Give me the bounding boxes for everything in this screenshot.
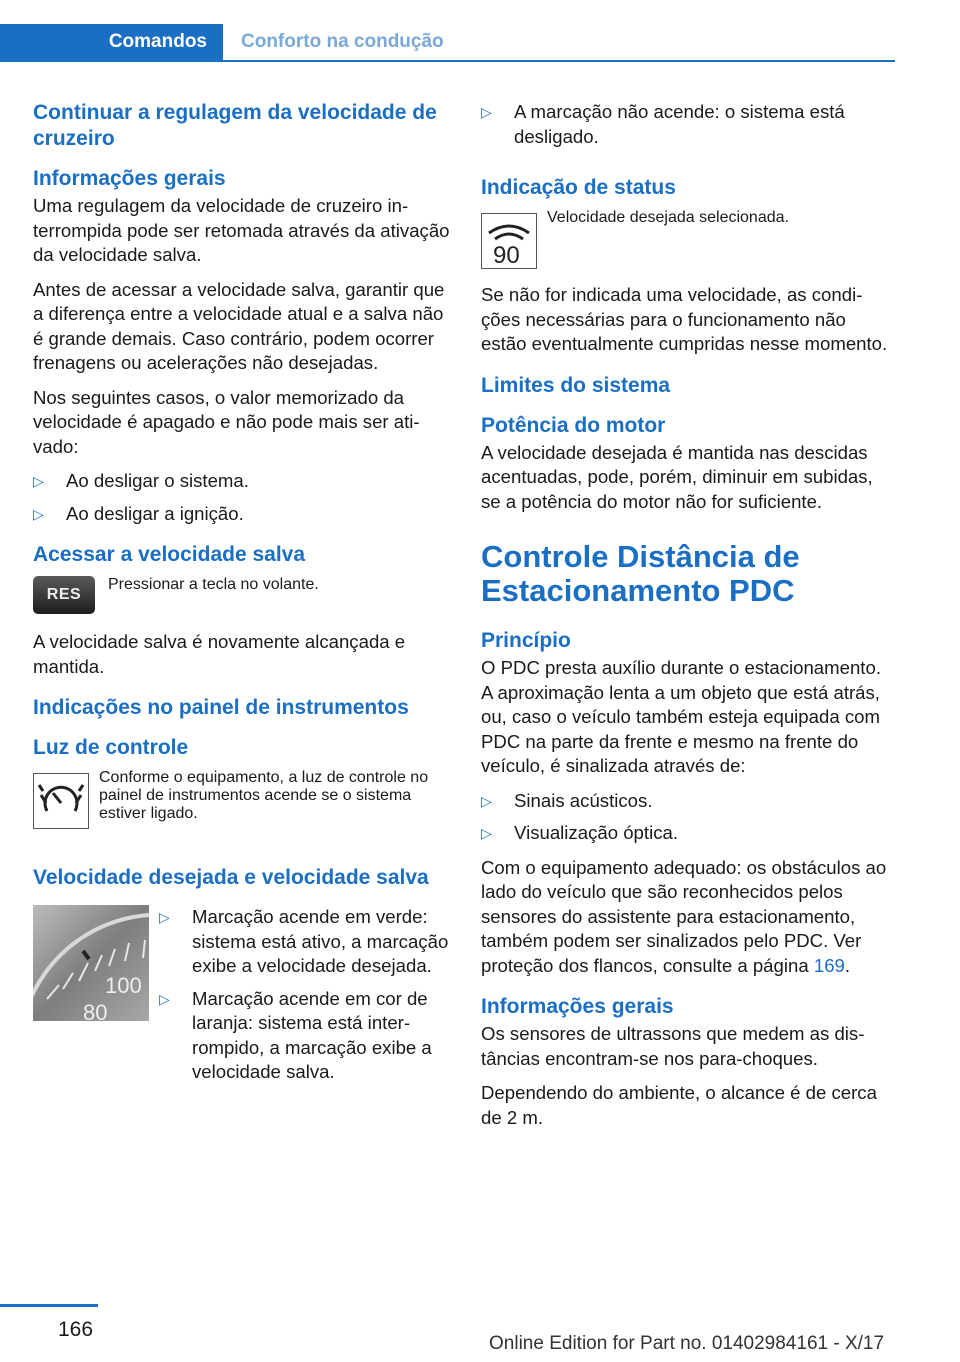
list-item: ▷ Visualização óptica. — [481, 821, 893, 846]
edition-text: Online Edition for Part no. 01402984161 - X/17 — [489, 1333, 885, 1354]
heading-potencia: Potência do motor — [481, 413, 666, 437]
svg-text:100: 100 — [105, 973, 142, 998]
paragraph: Com o equipamento adequado: os obstáculos ao lado do veículo que são reconhecidos pelos sensores do assistente para estacionamento, também podem ser sinalizados pelo PDC. Ver proteção dos flancos, consulte a página 169. — [481, 856, 887, 976]
paragraph: Uma regulagem da velocidade de cruzeiro interrompida pode ser retomada através da ativação da velocidade salva. — [33, 195, 450, 265]
res-row — [33, 576, 451, 620]
heading-pdc: Controle Distância de Estacionamento PDC — [481, 539, 800, 608]
control-light-text: Conforme o equipamento, a luz de controle no painel de instrumentos acende se o sistema estiver ligado. — [99, 769, 429, 822]
bullet-list — [481, 789, 893, 846]
cruise-control-icon — [33, 773, 89, 834]
triangle-bullet-icon: ▷ — [159, 990, 170, 1007]
footer-rule — [0, 1304, 98, 1307]
control-light-row — [33, 769, 451, 849]
page-link[interactable]: 169 — [813, 954, 845, 976]
paragraph: Dependendo do ambiente, o alcance é de cerca de 2 m. — [481, 1082, 877, 1128]
heading-luz-controle: Luz de controle — [33, 736, 189, 759]
set-speed-icon — [481, 213, 537, 274]
heading-status: Indicação de status — [481, 176, 676, 199]
header-rule — [0, 60, 895, 62]
triangle-bullet-icon: ▷ — [481, 792, 492, 809]
heading-info-gerais-2: Informações gerais — [481, 995, 674, 1018]
heading-limites: Limites do sistema — [481, 373, 671, 397]
svg-text:80: 80 — [83, 1000, 108, 1021]
triangle-bullet-icon: ▷ — [33, 473, 44, 489]
header-bar — [0, 24, 895, 62]
bullet-list — [159, 905, 451, 1085]
paragraph: A velocidade salva é novamente alcançada e mantida. — [33, 631, 406, 677]
triangle-bullet-icon: ▷ — [33, 505, 44, 522]
list-item: ▷ Marcação acende em cor de laranja: sistema está interrompido, a marcação exibe a velocidade salva. — [159, 987, 432, 1082]
heading-velocidade: Velocidade desejada e velocidade salva — [33, 866, 429, 889]
page-number: 166 — [58, 1318, 94, 1341]
heading-acessar: Acessar a velocidade salva — [33, 543, 306, 566]
paragraph: Os sensores de ultrassons que medem as distâncias encontram-se nos para-choques. — [481, 1023, 865, 1069]
triangle-bullet-icon: ▷ — [481, 104, 492, 120]
list-item: ▷ Ao desligar a ignição. — [33, 502, 451, 527]
speedometer-image — [33, 905, 149, 1026]
list-item: ▷ Sinais acústicos. — [481, 789, 893, 814]
paragraph: Se não for indicada uma velocidade, as condições necessárias para o funcionamento não estão eventualmente cumpridas nesse momento. — [481, 284, 888, 354]
paragraph: Nos seguintes casos, o valor memorizado da velocidade é apagado e não pode mais ser ativado: — [33, 386, 420, 457]
paragraph: A velocidade desejada é mantida nas descidas acentuadas, pode, porém, diminuir em subidas, se a potência do motor não for suficiente. — [481, 441, 873, 512]
bullet-list — [481, 100, 893, 149]
res-button-icon: RES — [33, 576, 95, 614]
triangle-bullet-icon: ▷ — [481, 825, 492, 841]
heading-continuar: Continuar a regulagem da velocidade de cruzeiro — [33, 101, 437, 150]
right-column — [481, 100, 893, 1140]
res-instruction: Pressionar a tecla no volante. — [108, 576, 319, 593]
triangle-bullet-icon: ▷ — [159, 909, 170, 925]
list-item: ▷ A marcação não acende: o sistema está desligado. — [481, 101, 845, 147]
tab-comandos[interactable]: Comandos — [0, 24, 223, 60]
paragraph: Antes de acessar a velocidade salva, garantir que a diferença entre a velocidade atual e a salva não é grande demais. Caso contrário, podem ocorrer frenagens ou acelerações não desejadas. — [33, 278, 445, 373]
list-item: ▷ Marcação acende em verde: sistema está ativo, a marcação exibe a velocidade desejada. — [159, 906, 449, 976]
status-row — [481, 209, 893, 273]
svg-text:90: 90 — [493, 242, 520, 269]
speed-marking-row — [33, 905, 451, 1105]
left-column — [33, 100, 451, 1105]
heading-info-gerais: Informações gerais — [33, 167, 226, 190]
status-text: Velocidade desejada selecionada. — [547, 209, 789, 226]
heading-principio: Princípio — [481, 629, 571, 652]
paragraph: O PDC presta auxílio durante o estacionamento. A aproximação lenta a um objeto que está atrás, ou, caso o veículo também esteja equipada com PDC na parte da frente e mesmo na frente do veículo, é sinalizada através de: — [481, 657, 881, 776]
bullet-list — [33, 469, 451, 526]
list-item: ▷ Ao desligar o sistema. — [33, 469, 451, 494]
tab-conforto[interactable]: Conforto na condução — [241, 31, 444, 52]
heading-indicacoes: Indicações no painel de instrumentos — [33, 696, 409, 719]
